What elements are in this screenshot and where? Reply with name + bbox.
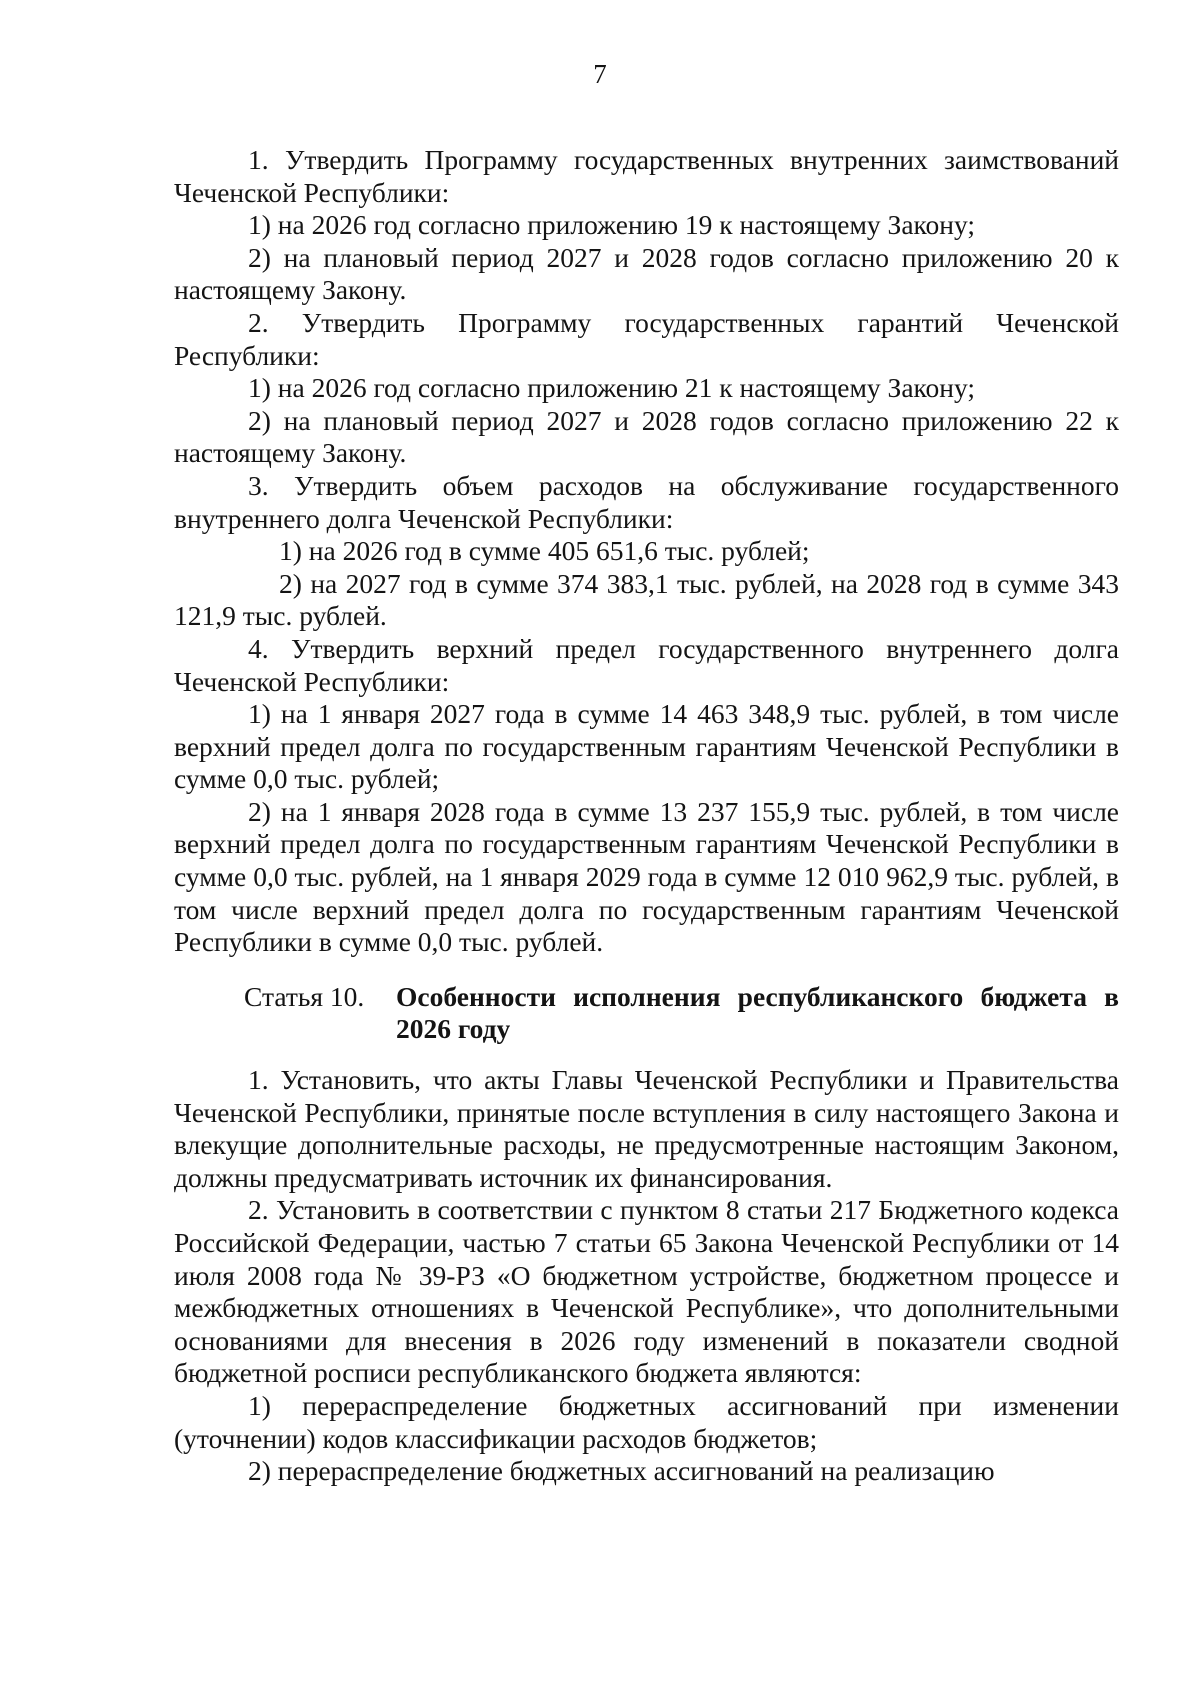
subitem-1-2: 2) на плановый период 2027 и 2028 годов согласно приложению 20 к настоящему Закону.	[174, 241, 1119, 306]
paragraph-item-2: 2. Утвердить Программу государственных гарантий Чеченской Республики:	[174, 306, 1119, 371]
spacer	[174, 959, 1119, 981]
paragraph-item-b1: 1. Установить, что акты Главы Чеченской Республики и Правительства Чеченской Республики, принятые после вступления в силу настоящего Закона и влекущие дополнительные расходы, не предусмотренные настоящим Законом, должны предусматривать источник их финансирования.	[174, 1064, 1119, 1193]
paragraph-item-3: 3. Утвердить объем расходов на обслуживание государственного внутреннего долга Чеченской Республики:	[174, 469, 1119, 534]
paragraph-item-1: 1. Утвердить Программу государственных внутренних заимствований Чеченской Республики:	[174, 144, 1119, 208]
subitem-4-2: 2) на 1 января 2028 года в сумме 13 237 155,9 тыс. рублей, в том числе верхний предел долга по государственным гарантиям Чеченской Республики в сумме 0,0 тыс. рублей, на 1 января 2029 года в сумме 12 010 962,9 тыс. рублей, в том числе верхний предел долга по государственным гарантиям Чеченской Республики в сумме 0,0 тыс. рублей.	[174, 795, 1119, 958]
page-number: 7	[593, 59, 607, 89]
subitem-b2-1: 1) перераспределение бюджетных ассигнований при изменении (уточнении) кодов классификации расходов бюджетов;	[174, 1389, 1119, 1454]
article-title: Особенности исполнения республиканского бюджета в 2026 году	[396, 980, 1119, 1045]
spacer	[174, 1046, 1119, 1064]
article-heading	[174, 981, 1119, 1046]
subitem-2-2: 2) на плановый период 2027 и 2028 годов согласно приложению 22 к настоящему Закону.	[174, 404, 1119, 469]
subitem-3-1: 1) на 2026 год в сумме 405 651,6 тыс. рублей;	[279, 535, 810, 567]
document-body	[174, 144, 1119, 1488]
subitem-4-1: 1) на 1 января 2027 года в сумме 14 463 348,9 тыс. рублей, в том числе верхний предел долга по государственным гарантиям Чеченской Республики в сумме 0,0 тыс. рублей;	[174, 698, 1119, 795]
subitem-1-1: 1) на 2026 год согласно приложению 19 к настоящему Закону;	[248, 209, 975, 241]
subitem-3-2: 2) на 2027 год в сумме 374 383,1 тыс. рублей, на 2028 год в сумме 343 121,9 тыс. рублей.	[174, 567, 1119, 632]
paragraph-item-b2: 2. Установить в соответствии с пунктом 8 статьи 217 Бюджетного кодекса Российской Федерации, частью 7 статьи 65 Закона Чеченской Республики от 14 июля 2008 года № 39-РЗ «О бюджетном устройстве, бюджетном процессе и межбюджетных отношениях в Чеченской Республике», что дополнительными основаниями для внесения в 2026 году изменений в показатели сводной бюджетной росписи республиканского бюджета являются:	[174, 1194, 1119, 1389]
article-number: Статья 10.	[244, 980, 365, 1012]
subitem-2-1: 1) на 2026 год согласно приложению 21 к настоящему Закону;	[248, 372, 975, 404]
subitem-b2-2: 2) перераспределение бюджетных ассигнований на реализацию	[248, 1455, 995, 1487]
paragraph-item-4: 4. Утвердить верхний предел государственного внутреннего долга Чеченской Республики:	[174, 632, 1119, 697]
